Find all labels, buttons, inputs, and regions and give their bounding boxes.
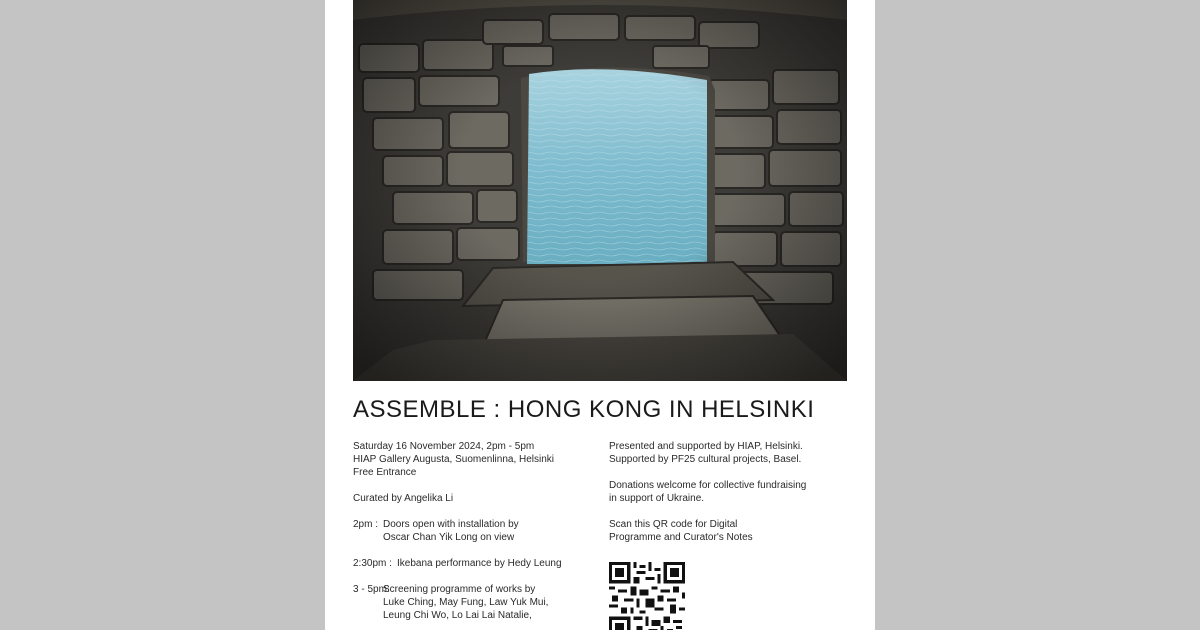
donations-line: Donations welcome for collective fundraising [609, 480, 807, 491]
qr-instructions: Programme and Curator's Notes [609, 532, 753, 543]
qr-code-icon[interactable] [609, 562, 685, 630]
event-venue: HIAP Gallery Augusta, Suomenlinna, Helsinki [353, 454, 555, 465]
schedule-desc-line: Screening programme of works by [383, 584, 536, 595]
presented-by: Presented and supported by HIAP, Helsinki. [609, 441, 803, 452]
event-entry: Free Entrance [353, 467, 417, 478]
support-details [609, 440, 849, 544]
event-details [353, 440, 598, 622]
schedule-time: 2:30pm : [353, 558, 392, 569]
schedule-desc-line: Ikebana performance by Hedy Leung [397, 558, 562, 569]
schedule-item [353, 518, 598, 544]
event-date: Saturday 16 November 2024, 2pm - 5pm [353, 441, 535, 452]
schedule-desc-line: Luke Ching, May Fung, Law Yuk Mui, [383, 597, 549, 608]
schedule-time: 2pm : [353, 519, 379, 530]
event-poster [325, 0, 875, 630]
schedule-desc-line: Doors open with installation by [383, 519, 519, 530]
poster-title: ASSEMBLE : HONG KONG IN HELSINKI [353, 396, 815, 423]
schedule-item [353, 557, 598, 570]
schedule-desc-line: Oscar Chan Yik Long on view [383, 532, 515, 543]
schedule-item [353, 583, 598, 622]
schedule-desc-line: Leung Chi Wo, Lo Lai Lai Natalie, [383, 610, 532, 621]
stone-window-photo [353, 0, 847, 381]
event-curator: Curated by Angelika Li [353, 493, 454, 504]
schedule-time: 3 - 5pm: [353, 584, 390, 595]
donations-line: in support of Ukraine. [609, 493, 705, 504]
supported-by: Supported by PF25 cultural projects, Basel. [609, 454, 802, 465]
qr-instructions: Scan this QR code for Digital [609, 519, 738, 530]
